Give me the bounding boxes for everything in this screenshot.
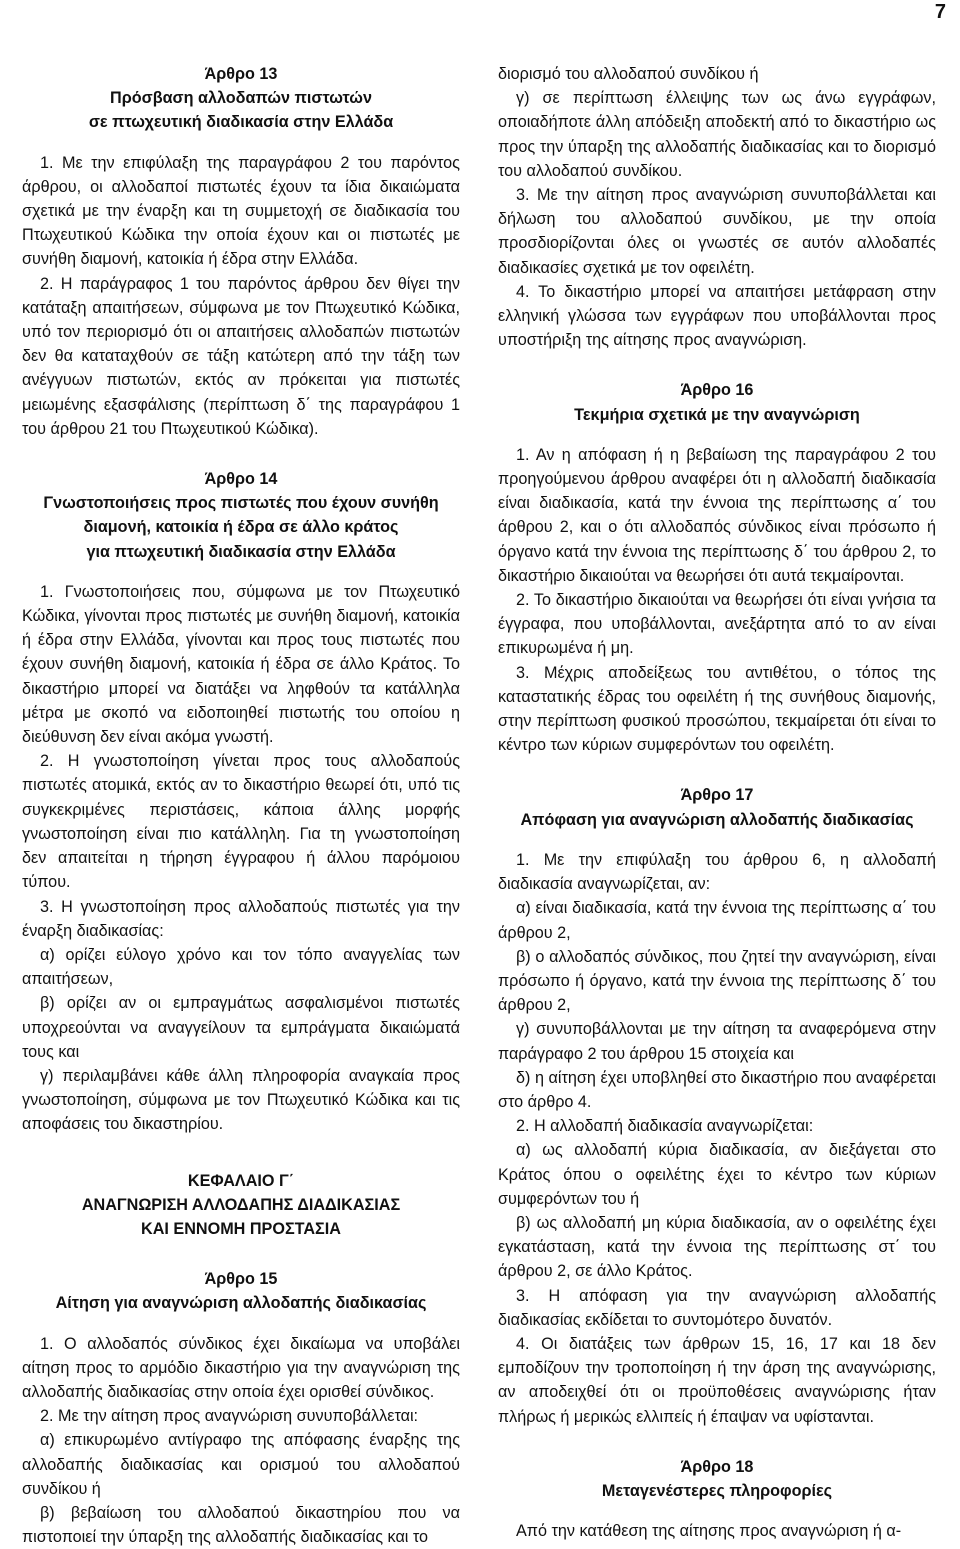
article-14-paragraph-3: 3. Η γνωστοποίηση προς αλλοδαπούς πιστωτές για την έναρξη διαδικασίας:: [22, 897, 460, 940]
article-15-number: Άρθρο 15: [204, 1270, 278, 1289]
article-14-paragraph-2: 2. Η γνωστοποίηση γίνεται προς τους αλλοδαπούς πιστωτές ατομικά, εκτός αν το δικαστήριο θεωρεί ότι, υπό τις συγκεκριμένες περιστάσεις, κάποια άλλης μορφής γνωστοποίηση είναι πιο κατάλληλη. Για τη γνωστοποίηση δεν απαιτείται η τήρηση έγγραφου ή άλλου παρόμοιου τύπου.: [22, 752, 460, 892]
article-15-paragraph-3: 3. Με την αίτηση προς αναγνώριση συνυποβάλλεται και δήλωση του αλλοδαπού συνδίκου, με την οποία προσδιορίζονται όλες οι γνωστές σε αυτόν αλλοδαπές διαδικασίες σχετικά με τον οφειλέτη.: [498, 186, 936, 277]
chapter-c-heading: [22, 1169, 460, 1242]
article-17-paragraph-4: 4. Οι διατάξεις των άρθρων 15, 16, 17 και 18 δεν εμποδίζουν την τροποποίηση ή την άρση της αναγνώρισης, αν αποδειχθεί ότι οι προϋποθέσεις αναγνώρισης ήταν πλήρως ή μερικώς ελλιπείς ή έπαψαν να υφίστανται.: [498, 1334, 936, 1426]
article-14-title-line-3: για πτωχευτική διαδικασία στην Ελλάδα: [86, 542, 396, 561]
article-17-item-1b: β) ο αλλοδαπός σύνδικος, που ζητεί την αναγνώριση, είναι πρόσωπο ή όργανο, κατά την έννοια της περίπτωσης δ΄ του άρθρου 2,: [498, 947, 936, 1015]
article-18-number: Άρθρο 18: [680, 1457, 754, 1476]
article-14-item-a: α) ορίζει εύλογο χρόνο και τον τόπο αναγγελίας των απαιτήσεων,: [22, 945, 460, 989]
article-15-item-a: α) επικυρωμένο αντίγραφο της απόφασης έναρξης της αλλοδαπής διαδικασίας και ορισμού του αλλοδαπού συνδίκου ή: [22, 1431, 460, 1498]
article-14-number: Άρθρο 14: [204, 470, 278, 489]
article-16-heading: [498, 378, 936, 426]
chapter-number: ΚΕΦΑΛΑΙΟ Γ΄: [187, 1171, 295, 1190]
article-18-paragraph-1: Από την κατάθεση της αίτησης προς αναγνώριση ή α-: [516, 1522, 902, 1541]
article-14-item-c: γ) περιλαμβάνει κάθε άλλη πληροφορία αναγκαία προς γνωστοποίηση, σύμφωνα με τον Πτωχευτικό Κώδικα και τις αποφάσεις του δικαστηρίου.: [22, 1066, 460, 1134]
article-15-paragraph-1: 1. Ο αλλοδαπός σύνδικος έχει δικαίωμα να υποβάλει αίτηση προς το αρμόδιο δικαστήριο για την αναγνώριση της αλλοδαπής διαδικασίας στην οποία έχει ορισθεί σύνδικος.: [22, 1334, 460, 1401]
article-17-item-2b: β) ως αλλοδαπή μη κύρια διαδικασία, αν ο οφειλέτης έχει εγκατάσταση, κατά την έννοια της περίπτωσης στ΄ του άρθρου 2, σε άλλο Κράτος.: [498, 1213, 936, 1281]
article-16-paragraph-1: 1. Αν η απόφαση ή η βεβαίωση της παραγράφου 2 του προηγούμενου άρθρου αναφέρει ότι η αλλοδαπή διαδικασία είναι διαδικασία, κατά την έννοια της περίπτωσης α΄ του άρθρου 2, και ο ότι αλλοδαπός σύνδικος είναι πρόσωπο ή όργανο κατά την έννοια της περίπτωσης δ΄ του άρθρου 2, το δικαστήριο δικαιούται να θεωρήσει ότι αυτά τεκμαίρονται.: [498, 445, 936, 585]
article-17-number: Άρθρο 17: [680, 786, 754, 805]
article-15-item-c: γ) σε περίπτωση έλλειψης των ως άνω εγγράφων, οποιαδήποτε άλλη απόδειξη αποδεκτή από το δικαστήριο ως προς την ύπαρξη της αλλοδαπής διαδικασίας και το διορισμό του αλλοδαπού συνδίκου.: [498, 89, 936, 180]
article-16-number: Άρθρο 16: [680, 381, 754, 400]
article-15-item-b: β) βεβαίωση του αλλοδαπού δικαστηρίου που να πιστοποιεί την ύπαρξη της αλλοδαπής διαδικασίας και το: [22, 1503, 460, 1547]
article-15-paragraph-2: 2. Με την αίτηση προς αναγνώριση συνυποβάλλεται:: [40, 1407, 419, 1426]
chapter-title-line-1: ΑΝΑΓΝΩΡΙΣΗ ΑΛΛΟΔΑΠΗΣ ΔΙΑΔΙΚΑΣΙΑΣ: [81, 1195, 401, 1214]
article-18-title: Μεταγενέστερες πληροφορίες: [601, 1481, 833, 1500]
article-17-paragraph-1: 1. Με την επιφύλαξη του άρθρου 6, η αλλοδαπή διαδικασία αναγνωρίζεται, αν:: [498, 850, 936, 894]
article-16-paragraph-3: 3. Μέχρις αποδείξεως του αντιθέτου, ο τόπος της καταστατικής έδρας του οφειλέτη ή της συνήθους διαμονής, στην περίπτωση φυσικού προσώπου, τεκμαίρεται ότι είναι το κέντρο των κύριων συμφερόντων του οφειλέτη.: [498, 663, 936, 755]
article-15-item-b-continued: διορισμό του αλλοδαπού συνδίκου ή: [498, 65, 759, 83]
article-16-title: Τεκμήρια σχετικά με την αναγνώριση: [574, 405, 860, 424]
article-17-title: Απόφαση για αναγνώριση αλλοδαπής διαδικασίας: [520, 810, 914, 829]
article-17-item-1c: γ) συνυποβάλλονται με την αίτηση τα αναφερόμενα στην παράγραφο 2 του άρθρου 15 στοιχεία και: [498, 1020, 936, 1063]
article-13-paragraph-1: 1. Με την επιφύλαξη της παραγράφου 2 του παρόντος άρθρου, οι αλλοδαποί πιστωτές έχουν τα ίδια δικαιώματα σχετικά με την έναρξη και τη συμμετοχή σε διαδικασία του Πτωχευτικού Κώδικα την οποία έχουν και οι πιστωτές με συνήθη διαμονή, κατοικία ή έδρα στην Ελλάδα.: [22, 153, 460, 269]
article-17-paragraph-2: 2. Η αλλοδαπή διαδικασία αναγνωρίζεται:: [516, 1117, 814, 1136]
article-13-title-line-1: Πρόσβαση αλλοδαπών πιστωτών: [110, 89, 372, 108]
article-14-item-b: β) ορίζει αν οι εμπραγμάτως ασφαλισμένοι πιστωτές υποχρεούνται να αναγγείλουν τα εμπράγματα δικαιώματά τους και: [22, 994, 460, 1061]
article-17-item-1a: α) είναι διαδικασία, κατά την έννοια της περίπτωσης α΄ του άρθρου 2,: [498, 899, 936, 942]
article-13-heading: [22, 62, 460, 135]
chapter-title-line-2: ΚΑΙ ΕΝΝΟΜΗ ΠΡΟΣΤΑΣΙΑ: [141, 1219, 341, 1238]
article-15-title: Αίτηση για αναγνώριση αλλοδαπής διαδικασίας: [55, 1294, 427, 1313]
article-13-title-line-2: σε πτωχευτική διαδικασία στην Ελλάδα: [88, 113, 394, 132]
article-17-item-2a: α) ως αλλοδαπή κύρια διαδικασία, αν διεξάγεται στο Κράτος όπου ο οφειλέτης έχει το κέντρο των κύριων συμφερόντων του ή: [498, 1141, 936, 1208]
article-15-heading: [22, 1267, 460, 1315]
page-number: 7: [934, 1, 946, 23]
article-14-heading: [22, 467, 460, 564]
article-13-number: Άρθρο 13: [204, 65, 278, 83]
article-17-heading: [498, 783, 936, 831]
article-15-paragraph-4: 4. Το δικαστήριο μπορεί να απαιτήσει μετάφραση στην ελληνική γλώσσα των εγγράφων που υποβάλλονται προς υποστήριξη της αίτησης προς αναγνώριση.: [498, 282, 936, 350]
article-17-paragraph-3: 3. Η απόφαση για την αναγνώριση αλλοδαπής διαδικασίας εκδίδεται το συντομότερο δυνατόν.: [498, 1286, 936, 1329]
article-14-title-line-1: Γνωστοποιήσεις προς πιστωτές που έχουν συνήθη: [43, 494, 439, 513]
article-14-paragraph-1: 1. Γνωστοποιήσεις που, σύμφωνα με τον Πτωχευτικό Κώδικα, γίνονται προς πιστωτές με συνήθη διαμονή, κατοικία ή έδρα στην Ελλάδα, γίνονται και προς τους πιστωτές που έχουν συνήθη διαμονή, κατοικία ή έδρα σε άλλο Κράτος. Το δικαστήριο μπορεί να διατάξει να ληφθούν τα κατάλληλα μέτρα με σκοπό να ειδοποιηθεί πιστωτής του οποίου η διεύθυνση δεν είναι ακόμα γνωστή.: [22, 582, 460, 747]
article-13-paragraph-2: 2. Η παράγραφος 1 του παρόντος άρθρου δεν θίγει την κατάταξη απαιτήσεων, σύμφωνα με τον Πτωχευτικό Κώδικα, υπό τον περιορισμό ότι οι απαιτήσεις αλλοδαπών πιστωτών δεν θα καταταχθούν σε τάξη κατώτερη από την τάξη των ανέγγυων πιστωτών, εκτός αν πρόκειται για πιστωτές μειωμένης εξασφάλισης (περίπτωση δ΄ της παραγράφου 1 του άρθρου 21 του Πτωχευτικού Κώδικα).: [22, 274, 460, 438]
left-column: [22, 62, 460, 1549]
right-column: [498, 62, 936, 1543]
article-14-title-line-2: διαμονή, κατοικία ή έδρα σε άλλο κράτος: [83, 518, 399, 537]
article-16-paragraph-2: 2. Το δικαστήριο δικαιούται να θεωρήσει ότι είναι γνήσια τα έγγραφα, που υποβάλλονται, ανεξάρτητα από το αν είναι επικυρωμένα ή μη.: [498, 591, 936, 658]
article-17-item-1d: δ) η αίτηση έχει υποβληθεί στο δικαστήριο που αναφέρεται στο άρθρο 4.: [498, 1068, 936, 1111]
